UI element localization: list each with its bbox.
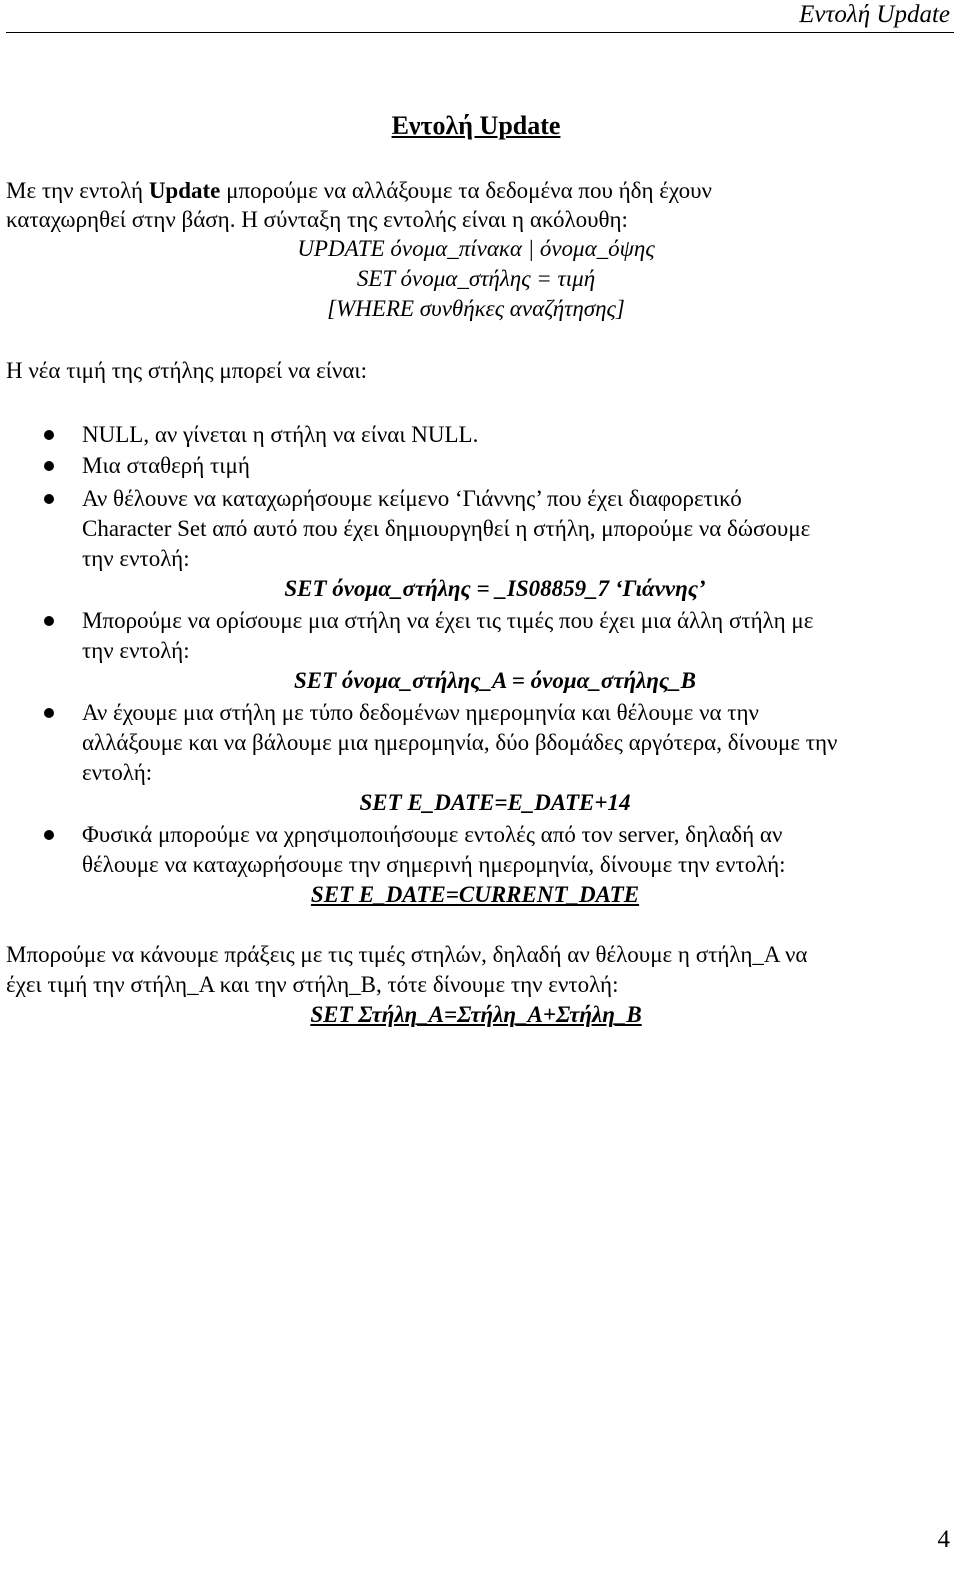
running-header: Εντολή Update	[799, 1, 950, 28]
bullet-5-code: SET E_DATE=E_DATE+14	[359, 790, 631, 815]
bullet-dot	[44, 494, 54, 504]
intro-text-c: μπορούμε να αλλάξουμε τα δεδομένα που ήδη έχουν	[220, 178, 712, 203]
bullet-2-text: Μια σταθερή τιμή	[82, 453, 250, 478]
syntax-line-3: [WHERE συνθήκες αναζήτησης]	[327, 296, 625, 321]
bullet-dot	[44, 708, 54, 718]
intro-keyword: Update	[148, 178, 221, 203]
syntax-line-2: SET όνομα_στήλης = τιμή	[356, 266, 596, 291]
bullet-5-line-1: Αν έχουμε μια στήλη με τύπο δεδομένων ημερομηνία και θέλουμε να την	[82, 700, 759, 725]
intro-line-2: καταχωρηθεί στην βάση. Η σύνταξη της εντολής είναι η ακόλουθη:	[6, 207, 628, 232]
intro-line-1	[6, 176, 712, 205]
closing-line-2: έχει τιμή την στήλη_A και την στήλη_B, τότε δίνουμε την εντολή:	[6, 972, 619, 997]
bullet-5-line-2: αλλάξουμε και να βάλουμε μια ημερομηνία, δύο βδομάδες αργότερα, δίνουμε την	[82, 730, 838, 755]
bullet-dot	[44, 461, 54, 471]
intro-text-a: Με την εντολή	[6, 178, 149, 203]
bullet-6-line-2: θέλουμε να καταχωρήσουμε την σημερινή ημερομηνία, δίνουμε την εντολή:	[82, 852, 786, 877]
header-rule	[6, 32, 954, 33]
bullet-6-line-1: Φυσικά μπορούμε να χρησιμοποιήσουμε εντολές από τον server, δηλαδή αν	[82, 822, 783, 847]
syntax-line-1: UPDATE όνομα_πίνακα | όνομα_όψης	[297, 236, 655, 261]
new-value-intro: Η νέα τιμή της στήλης μπορεί να είναι:	[6, 358, 367, 383]
closing-code: SET Στήλη_A=Στήλη_A+Στήλη_B	[310, 1002, 642, 1027]
bullet-dot	[44, 430, 54, 440]
page-number: 4	[937, 1526, 950, 1553]
bullet-4-line-2: την εντολή:	[82, 638, 190, 663]
bullet-4-line-1: Μπορούμε να ορίσουμε μια στήλη να έχει τις τιμές που έχει μια άλλη στήλη με	[82, 608, 814, 633]
bullet-3-line-2: Character Set από αυτό που έχει δημιουργηθεί η στήλη, μπορούμε να δώσουμε	[82, 516, 811, 541]
bullet-3-line-3: την εντολή:	[82, 546, 190, 571]
bullet-dot	[44, 616, 54, 626]
bullet-dot	[44, 830, 54, 840]
closing-line-1: Μπορούμε να κάνουμε πράξεις με τις τιμές στηλών, δηλαδή αν θέλουμε η στήλη_A να	[6, 942, 808, 967]
bullet-5-line-3: εντολή:	[82, 760, 153, 785]
bullet-3-code: SET όνομα_στήλης = _IS08859_7 ‘Γιάννης’	[284, 576, 706, 601]
page-title: Εντολή Update	[391, 111, 561, 140]
bullet-1-text: NULL, αν γίνεται η στήλη να είναι NULL.	[82, 422, 479, 447]
bullet-6-code: SET E_DATE=CURRENT_DATE	[310, 882, 640, 907]
bullet-3-line-1: Αν θέλουνε να καταχωρήσουμε κείμενο ‘Γιάννης’ που έχει διαφορετικό	[82, 486, 742, 511]
bullet-4-code: SET όνομα_στήλης_A = όνομα_στήλης_B	[293, 668, 697, 693]
